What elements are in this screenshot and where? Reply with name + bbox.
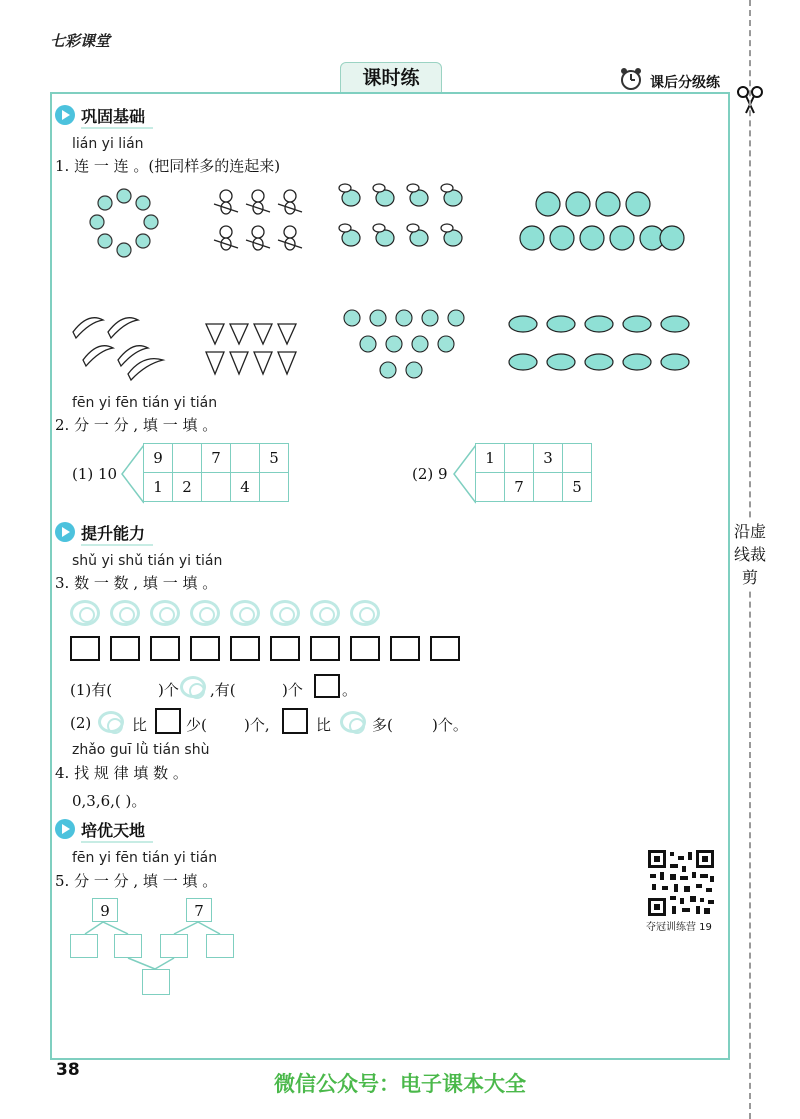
square-icon — [150, 636, 180, 661]
square-icon — [155, 708, 181, 734]
grid-cell: 4 — [231, 473, 260, 502]
section-title: 巩固基础 — [81, 104, 153, 129]
answer-cell[interactable] — [505, 444, 534, 473]
answer-cell[interactable] — [202, 473, 231, 502]
ring-icon — [310, 600, 340, 626]
brand-logo: 七彩课堂 — [50, 32, 111, 50]
q2-part2-label: (2) 9 — [412, 465, 448, 483]
bee-group[interactable] — [335, 180, 475, 264]
q4-sequence[interactable]: 0,3,6,( )。 — [72, 792, 147, 810]
split-arrow — [452, 443, 476, 509]
q5-answer-box[interactable] — [206, 934, 234, 958]
section-title: 培优天地 — [81, 818, 153, 843]
qr-caption: 夺冠训练营 19 — [646, 922, 712, 933]
q3-line2-more: 多( — [372, 716, 393, 734]
page-number: 38 — [56, 1060, 80, 1080]
footer-watermark: 微信公众号：电子课本大全 — [274, 1072, 526, 1096]
section-header-advanced — [55, 818, 175, 840]
q3-pinyin: shǔ yi shǔ tián yi tián — [72, 553, 223, 569]
square-icon — [282, 708, 308, 734]
answer-cell[interactable] — [476, 473, 505, 502]
answer-cell[interactable] — [173, 444, 202, 473]
q2-text: 2. 分 一 分 , 填 一 填 。 — [55, 416, 218, 434]
puppy-group[interactable] — [338, 304, 473, 388]
square-icon — [314, 674, 340, 698]
ring-icon — [350, 600, 380, 626]
ring-icon — [230, 600, 260, 626]
q3-line1-has: ,有( — [210, 681, 236, 699]
q2-part1-label: (1) 10 — [72, 465, 118, 483]
q5-text: 5. 分 一 分 , 填 一 填 。 — [55, 872, 218, 890]
section-header-ability — [55, 521, 175, 543]
play-icon — [55, 105, 75, 125]
square-icon — [390, 636, 420, 661]
square-icon — [270, 636, 300, 661]
q2-pinyin: fēn yi fēn tián yi tián — [72, 395, 218, 411]
banana-group[interactable] — [68, 312, 168, 386]
q3-answer-blank[interactable] — [212, 712, 240, 734]
grid-cell: 2 — [173, 473, 202, 502]
q5-answer-box[interactable] — [70, 934, 98, 958]
eggplant-group[interactable] — [505, 306, 695, 386]
square-icon — [230, 636, 260, 661]
strawberry-group[interactable] — [202, 318, 300, 384]
q3-line2-prefix: (2) — [70, 714, 92, 732]
ring-icon — [150, 600, 180, 626]
grid-cell: 1 — [144, 473, 173, 502]
cut-instruction: 沿虚线裁剪 — [730, 520, 770, 589]
q3-line1-count2: )个 — [282, 681, 303, 699]
q4-text: 4. 找 规 律 填 数 。 — [55, 764, 188, 782]
play-icon — [55, 522, 75, 542]
q3-text: 3. 数 一 数 , 填 一 填 。 — [55, 574, 218, 592]
q3-line1-end: 。 — [342, 681, 358, 699]
grid-cell: 3 — [534, 444, 563, 473]
q5-answer-box[interactable] — [114, 934, 142, 958]
qr-code[interactable] — [646, 848, 716, 922]
answer-cell[interactable] — [534, 473, 563, 502]
q5-total-box: 9 — [92, 898, 118, 922]
q3-answer-blank[interactable] — [128, 677, 156, 699]
ant-group[interactable] — [210, 182, 310, 264]
q3-line1-prefix: (1)有( — [70, 681, 113, 699]
play-icon — [55, 819, 75, 839]
q3-line2-than: 比 — [132, 716, 148, 734]
q3-line2-unit: )个, — [244, 716, 270, 734]
apple-group[interactable] — [512, 182, 687, 262]
ring-icon — [270, 600, 300, 626]
q3-answer-blank[interactable] — [398, 712, 426, 734]
grid-cell: 9 — [144, 444, 173, 473]
q3-line1-count: )个 — [158, 681, 179, 699]
grid-cell: 1 — [476, 444, 505, 473]
grid-cell: 7 — [505, 473, 534, 502]
q3-line2-than2: 比 — [316, 716, 332, 734]
grid-cell: 5 — [563, 473, 592, 502]
ring-icon — [190, 600, 220, 626]
section-title: 提升能力 — [81, 521, 153, 546]
split-arrow — [120, 443, 144, 509]
q3-line2-end: )个。 — [432, 716, 468, 734]
section-header-basics — [55, 104, 175, 126]
q2-part2-grid — [475, 443, 592, 502]
answer-cell[interactable] — [563, 444, 592, 473]
page-title: 课时练 — [340, 62, 442, 94]
square-icon — [110, 636, 140, 661]
ring-icon — [70, 600, 100, 626]
grid-cell: 5 — [260, 444, 289, 473]
answer-cell[interactable] — [231, 444, 260, 473]
ring-icon — [340, 711, 366, 733]
q1-pinyin: lián yi lián — [72, 136, 144, 152]
grid-cell: 7 — [202, 444, 231, 473]
answer-cell[interactable] — [260, 473, 289, 502]
square-icon — [350, 636, 380, 661]
q1-text: 1. 连 一 连 。(把同样多的连起来) — [55, 157, 281, 175]
square-icon — [430, 636, 460, 661]
q5-pinyin: fēn yi fēn tián yi tián — [72, 850, 218, 866]
square-icon — [70, 636, 100, 661]
q3-answer-blank[interactable] — [250, 677, 278, 699]
q5-total-box: 7 — [186, 898, 212, 922]
q2-part1-grid — [143, 443, 289, 502]
square-icon — [190, 636, 220, 661]
header-subtitle: 课后分级练 — [650, 75, 720, 91]
q3-line2-less: 少( — [186, 716, 207, 734]
q5-answer-box[interactable] — [160, 934, 188, 958]
q4-pinyin: zhǎo guī lǜ tián shù — [72, 742, 210, 758]
ring-icon — [110, 600, 140, 626]
square-icon — [310, 636, 340, 661]
ring-circles-group[interactable] — [88, 188, 160, 264]
q5-answer-box[interactable] — [142, 969, 170, 995]
ring-icon — [180, 676, 206, 698]
ring-icon — [98, 711, 124, 733]
